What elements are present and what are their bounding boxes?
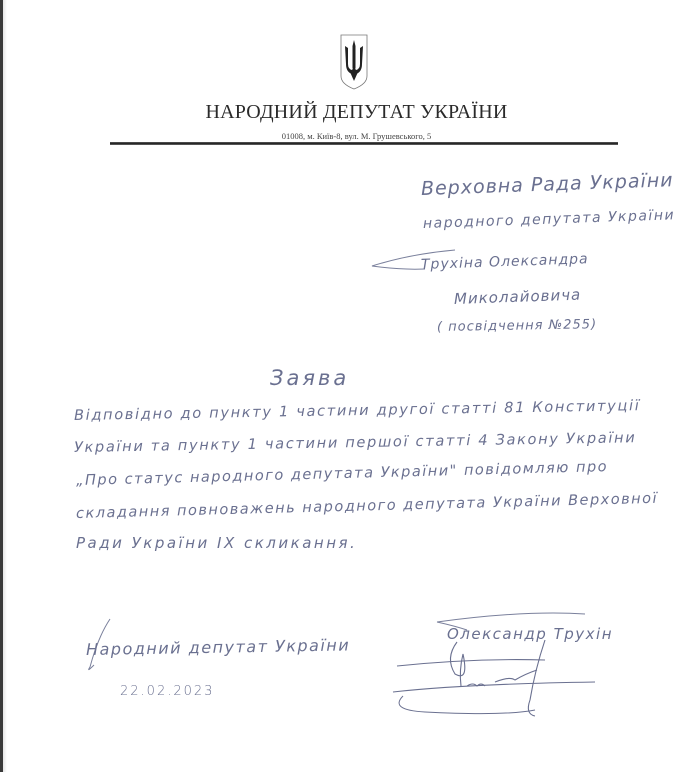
position-label: Народний депутат України [85, 635, 351, 659]
statement-line: Відповідно до пункту 1 частини другої статті 81 Конституції [73, 398, 641, 424]
letterhead-divider [110, 142, 618, 145]
statement-line: України та пункту 1 частини першої статті 4 Закону України [73, 430, 637, 456]
addressee-patronymic: Миколайовича [453, 285, 582, 308]
signatory-name: Олександр Трухін [447, 625, 614, 643]
org-title: НАРОДНИЙ ДЕПУТАТ УКРАЇНИ [205, 101, 508, 123]
statement-line: Ради України IX скликання. [76, 534, 358, 552]
document-date: 22.02.2023 [120, 684, 215, 699]
statement-line: „Про статус народного депутата України" повідомляю про [75, 459, 609, 489]
statement-title: Заява [270, 366, 350, 390]
statement-line: складання повноважень народного депутата України Верховної [75, 490, 659, 522]
org-address: 01008, м. Київ-8, вул. М. Грушевського, 5 [281, 131, 432, 141]
addressee-institution: Верховна Рада України [420, 169, 674, 200]
addressee-id-number: ( посвідчення №255) [436, 317, 598, 335]
signature-icon [385, 610, 645, 720]
addressee-surname-name: Трухіна Олександра [420, 251, 589, 273]
trident-coat-of-arms-icon [340, 34, 368, 90]
addressee-from-label: народного депутата України [422, 207, 676, 232]
